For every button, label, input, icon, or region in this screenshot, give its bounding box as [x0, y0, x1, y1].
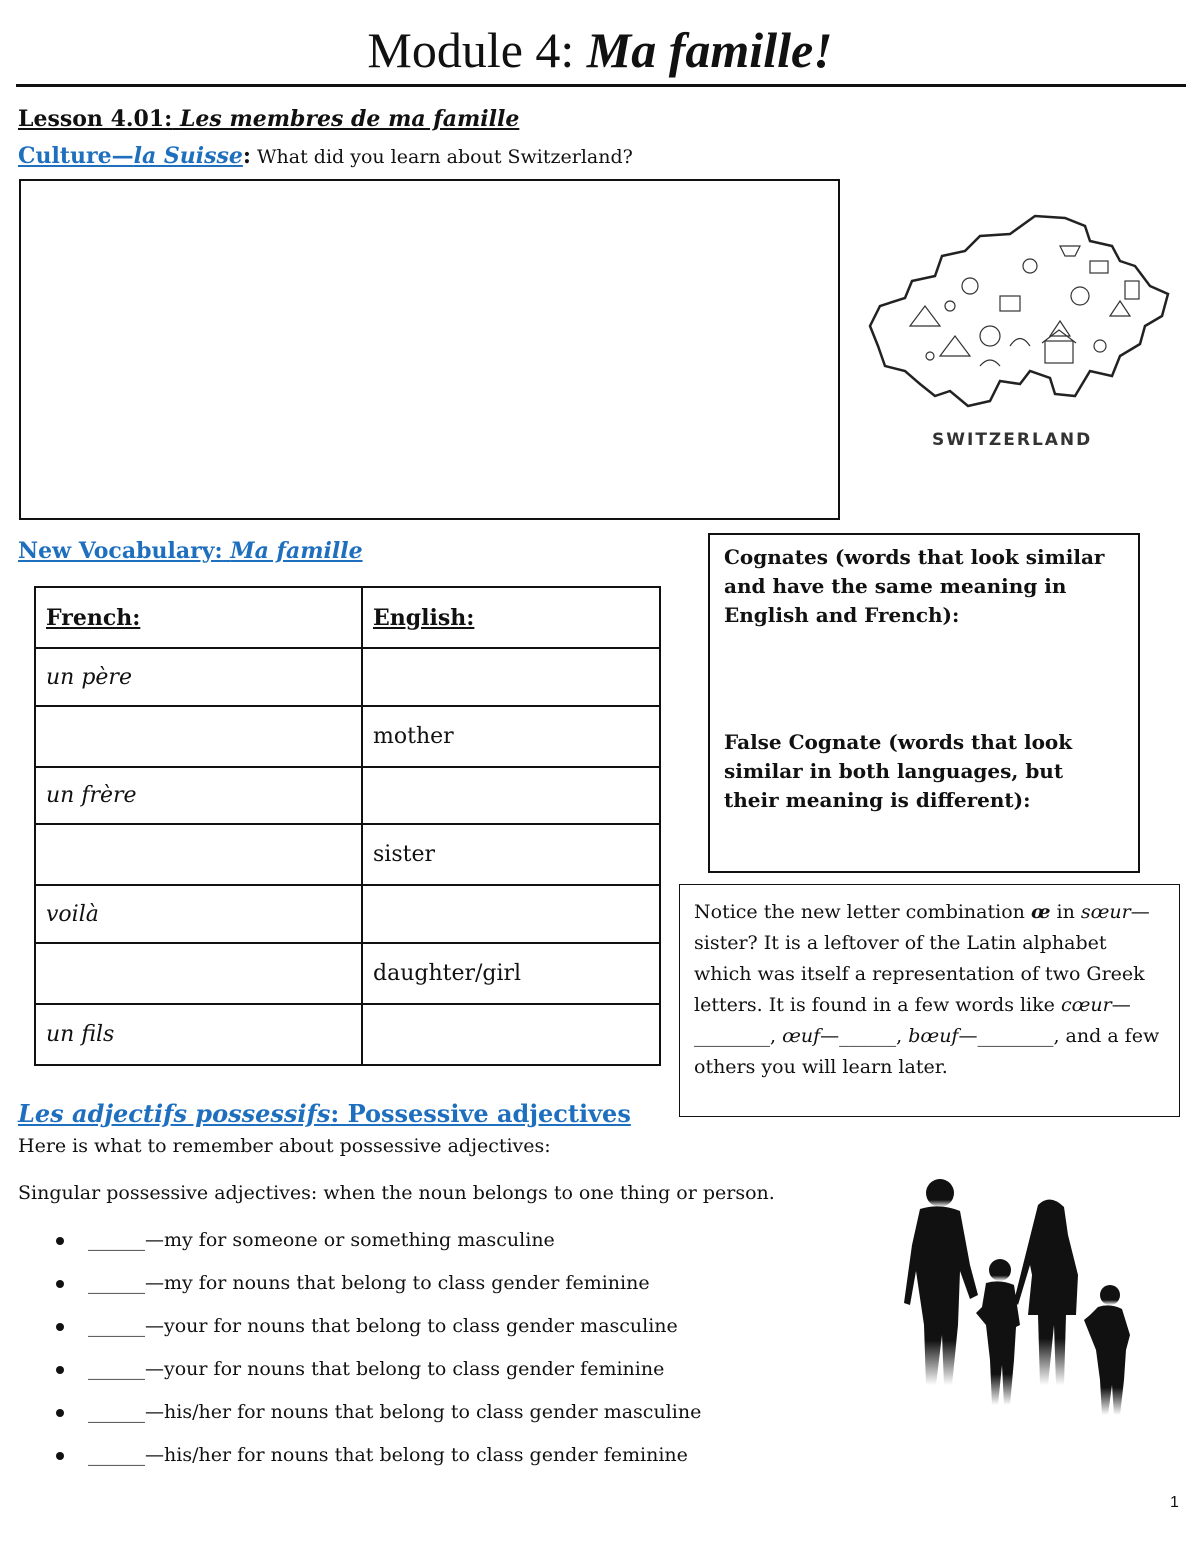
culture-answer-box[interactable] [19, 179, 840, 520]
french-cell[interactable] [35, 706, 362, 767]
page-number: 1 [1170, 1494, 1179, 1511]
table-header-row [35, 587, 660, 648]
table-row [35, 885, 660, 943]
possessives-heading: Les adjectifs possessifs: Possessive adjectives [18, 1099, 631, 1128]
english-cell[interactable]: sister [362, 824, 660, 885]
english-cell[interactable] [362, 1004, 660, 1065]
french-cell[interactable]: un père [35, 648, 362, 706]
vocabulary-heading: New Vocabulary: Ma famille [18, 538, 363, 564]
bullet-icon [56, 1237, 64, 1245]
list-item: ______—his/her for nouns that belong to class gender masculine [48, 1394, 701, 1437]
list-item: ______—his/her for nouns that belong to class gender feminine [48, 1437, 701, 1480]
switzerland-map-label: SWITZERLAND [932, 430, 1093, 450]
possessives-list [48, 1222, 701, 1480]
french-cell[interactable] [35, 943, 362, 1004]
english-cell[interactable]: mother [362, 706, 660, 767]
english-cell[interactable] [362, 885, 660, 943]
bullet-icon [56, 1366, 64, 1374]
family-silhouette-image [898, 1175, 1138, 1450]
english-cell[interactable] [362, 767, 660, 824]
notice-box: Notice the new letter combination œ in sœur—sister? It is a leftover of the Latin alphabet which was itself a representation of two Greek letters. It is found in a few words like cœur—________, œuf—______, bœuf—________, and a few others you will learn later. [679, 884, 1180, 1117]
list-item: ______—your for nouns that belong to class gender masculine [48, 1308, 701, 1351]
bullet-icon [56, 1409, 64, 1417]
culture-heading: Culture—la Suisse: What did you learn about Switzerland? [18, 143, 633, 169]
french-cell[interactable] [35, 824, 362, 885]
list-item: ______—your for nouns that belong to class gender feminine [48, 1351, 701, 1394]
false-cognate-prompt: False Cognate (words that look similar in both languages, but their meaning is different): [724, 730, 1073, 812]
french-cell[interactable]: un frère [35, 767, 362, 824]
table-row [35, 706, 660, 767]
column-header-english: English: [362, 587, 660, 648]
bullet-icon [56, 1280, 64, 1288]
singular-possessives-intro: Singular possessive adjectives: when the noun belongs to one thing or person. [18, 1182, 775, 1204]
vocabulary-table [34, 586, 661, 1066]
table-row [35, 767, 660, 824]
column-header-french: French: [35, 587, 362, 648]
switzerland-map-illustration [850, 206, 1175, 411]
english-cell[interactable]: daughter/girl [362, 943, 660, 1004]
french-cell[interactable]: un fils [35, 1004, 362, 1065]
lesson-heading: Lesson 4.01: Les membres de ma famille [18, 106, 520, 132]
table-row [35, 1004, 660, 1065]
title-divider [16, 84, 1186, 87]
culture-question: What did you learn about Switzerland? [257, 146, 633, 168]
page-title: Module 4: Ma famille! [367, 22, 833, 78]
english-cell[interactable] [362, 648, 660, 706]
table-row [35, 824, 660, 885]
table-row [35, 943, 660, 1004]
table-row [35, 648, 660, 706]
list-item: ______—my for someone or something masculine [48, 1222, 701, 1265]
cognates-prompt: Cognates (words that look similar and have the same meaning in English and French): [724, 545, 1105, 627]
bullet-icon [56, 1323, 64, 1331]
possessives-intro: Here is what to remember about possessive adjectives: [18, 1135, 551, 1157]
bullet-icon [56, 1452, 64, 1460]
list-item: ______—my for nouns that belong to class gender feminine [48, 1265, 701, 1308]
french-cell[interactable]: voilà [35, 885, 362, 943]
cognates-box[interactable] [708, 533, 1140, 873]
